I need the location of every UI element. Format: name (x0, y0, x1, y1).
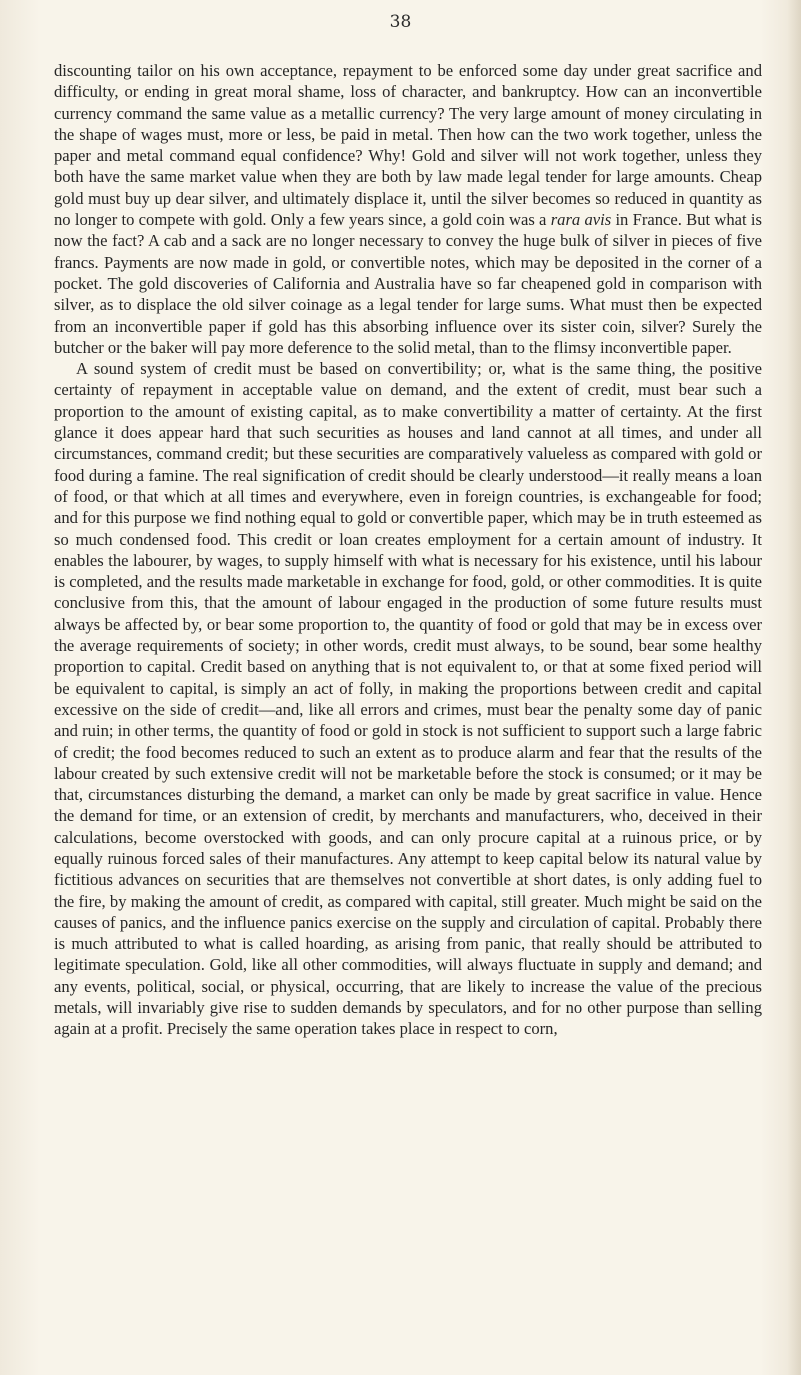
paragraph-1 (54, 60, 762, 358)
paragraph-1-italic-phrase: rara avis (550, 210, 612, 230)
page-edge-shadow (787, 0, 801, 1375)
page-number: 38 (389, 12, 412, 32)
body-text (54, 60, 762, 1040)
paragraph-1-text-start: discounting tailor on his own acceptance, repayment to be enforced some day under great sacrifice and difficulty, or ending in great moral shame, loss of character, and bankruptcy. How can an inconvertible currency command the same value as a metallic currency? The very large amount of money circulating in the shape of wages must, more or less, be paid in metal. Then how can the two work together, unless the paper and metal command equal confidence? Why! Gold and silver will not work together, unless they both have the same market value when they are both by law made legal tender for large amounts. Cheap gold must buy up dear silver, and ultimately displace it, until the silver becomes so reduced in quantity as no longer to compete with gold. Only a few years since, a gold coin was a (54, 61, 762, 230)
paragraph-1-text-end: in France. But what is now the fact? A cab and a sack are no longer necessary to convey the huge bulk of silver in pieces of five francs. Payments are now made in gold, or convertible notes, which may be deposited in the corner of a pocket. The gold discoveries of California and Australia have so far cheapened gold in comparison with silver, as to displace the old silver coinage as a legal tender for large sums. What must then be expected from an inconvertible paper if gold has this absorbing influence over its sister coin, silver? Surely the butcher or the baker will pay more deference to the solid metal, than to the flimsy inconvertible paper. (54, 210, 762, 357)
paragraph-2: A sound system of credit must be based on convertibility; or, what is the same thing, the positive certainty of repayment in acceptable value on demand, and the extent of credit, must bear such a proportion to the amount of existing capital, as to make convertibility a matter of certainty. At the first glance it does appear hard that such securities as houses and land cannot at all times, and under all circumstances, command credit; but these securities are comparatively valueless as compared with gold or food during a famine. The real signification of credit should be clearly understood—it really means a loan of food, or that which at all times and everywhere, even in foreign countries, is exchangeable for food; and for this purpose we find nothing equal to gold or convertible paper, which may be in truth esteemed as so much condensed food. This credit or loan creates employment for a certain amount of industry. It enables the labourer, by wages, to supply himself with what is necessary for his existence, until his labour is completed, and the results made marketable in exchange for food, gold, or other commodities. It is quite conclusive from this, that the amount of labour engaged in the production of some future results must always be affected by, or bear some proportion to, the quantity of food or gold that may be in excess over the average requirements of society; in other words, credit must always, to be sound, bear some healthy proportion to capital. Credit based on anything that is not equivalent to, or that at some fixed period will be equivalent to capital, is simply an act of folly, in making the proportions between credit and capital excessive on the side of credit—and, like all errors and crimes, must bear the penalty some day of panic and ruin; in other terms, the quantity of food or gold in stock is not sufficient to support such a large fabric of credit; the food becomes reduced to such an extent as to produce alarm and fear that the results of the labour created by such extensive credit will not be marketable before the stock is consumed; or it may be that, circumstances disturbing the demand, a market can only be made by great sacrifice in value. Hence the demand for time, or an extension of credit, by merchants and manufacturers, who, deceived in their calculations, become overstocked with goods, and can only procure capital at a ruinous price, or by equally ruinous forced sales of their manufactures. Any attempt to keep capital below its natural value by fictitious advances on securities that are themselves not convertible at short dates, is only adding fuel to the fire, by making the amount of credit, as compared with capital, still greater. Much might be said on the causes of panics, and the influence panics exercise on the supply and circulation of capital. Probably there is much attributed to what is called hoarding, as arising from panic, that really should be attributed to legitimate speculation. Gold, like all other commodities, will always fluctuate in supply and demand; and any events, political, social, or physical, occurring, that are likely to increase the value of the precious metals, will invariably give rise to sudden demands by speculators, and for no other purpose than selling again at a profit. Precisely the same operation takes place in respect to corn, (54, 359, 762, 1039)
